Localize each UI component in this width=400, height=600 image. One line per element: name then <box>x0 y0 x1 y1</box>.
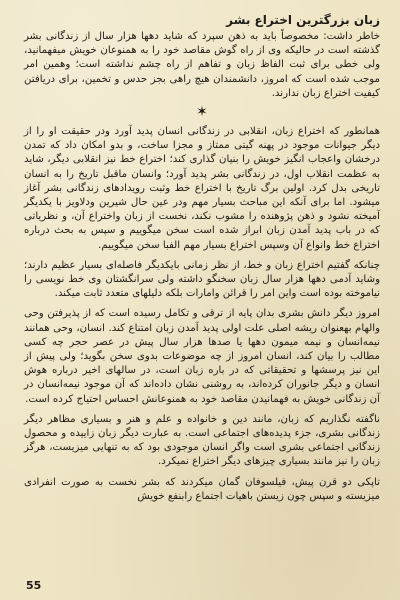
page-title: زبان بزرگترین اختراع بشر <box>226 13 380 27</box>
paragraph-3: چنانکه گفتیم اختراع زبان و خط، از نظر زمانی بایکدیگر فاصله‌ای بسیار عظیم دارند؛ وشاید آدمی دهها هزار سال زبان سخنگو داشته ولی سرانگشتان وی خط نویسی را نیاموخته بوده است واین امر را قرائن وامارات بلکه دلیلهای متعدد ثابت میکند. <box>24 259 380 300</box>
page-number: 55 <box>26 579 42 592</box>
paragraph-4: امروز دیگر دانش بشری بدان پایه از ترقی و تکامل رسیده است که از پذیرفتن وحی والهام بهعنوان ریشه اصلی علت اولی پدید آمدن زبان امتناع کند. انسان، وحی همانند نیمه‌انسان و نیمه میمون دهها یا صدها هزار سال پیش در عصر حجر چه کسی مطالب را بیان کند، انسان امروز از چه موضوعات بدوی سخن بگوید؛ ولی پیش از این نیز پرسشها و تحقیقاتی که در باره زبان است، در سالهای اخیر درباره هوش انسان و دیگر جانوران کرده‌اند، به روشنی نشان داده‌اند که آن موجود نیمه‌انسان در آن زندگانی خویش به فهمانیدن مقاصد خود به همنوعانش احساس احتیاج کرده است. <box>24 308 380 405</box>
paragraph-2: همانطور که اختراع زبان، انقلابی در زندگانی انسان پدید آورد ودر حقیقت او را از دیگر جیوانات موجود در پهنه گیتی ممتاز و مجزا ساخت، و بدو امکان داد که تمدن درخشان واعجاب انگیز خویش را بنیان گذاری کند؛ اختراع خط نیز انقلابی دیگر، شاید به عظمت انقلاب اول، در زندگانی بشر پدید آورد؛ وانسان ماقبل تاریخ را به انسان تاریخی بدل کرد. اولین برگ تاریخ با اختراع خط وثبت رویدادهای زندگانی بشر آغاز میشود. اما برای آنکه این مباحث بسیار مهم ودر عین حال شیرین ودلاویز با یکدیگر آمیخته نشود و ذهن پژوهنده را مشوب نکند، نخست از زبان واختراع آن، و نظریاتی که در باب پدید آمدن زبان ابراز شده است سخن میگوییم و سپس به بحث درباره اختراع خط وانواع آن وسپس اختراع بسیار مهم الفبا سخن میگوییم. <box>24 126 380 251</box>
paragraph-1: خاطر داشت: مخصوصاً باید به ذهن سپرد که شاید دهها هزار سال از زندگانی بشر گذشته است در حالیکه وی از راه گوش مقاصد خود را به همنوعان خویش میفهمانید، ولی خطی برای ثبت الفاظ زبان و تفاهم از راه چشم نداشته است؛ وهمین امر موجب شده است که امروز، دانشمندان هیچ راهی بجز حدس و تخمین، برای دریافتن کیفیت اختراع زبان ندارند. <box>24 31 380 99</box>
star-divider-icon: ✶ <box>196 104 208 121</box>
paragraph-5: ناگفته نگذاریم که زبان، مانند دین و خانواده و علم و هنر و بسیاری مظاهر دیگر زندگانی بشری، جزء پدیده‌های اجتماعی است. به عبارت دیگر زبان زاییده و محصول زندگانی اجتماعی بشری است واگر انسان موجودی بود که به تنهایی میزیست، هرگز زبان را نیز مانند بسیاری چیزهای دیگر اختراع نمیکرد. <box>24 413 380 468</box>
paragraph-6: تاپکی دو قرن پیش، فیلسوفان گمان میکردند که بشر نخست به صورت انفرادی میزیسته و سپس چون زیستن باهیات اجتماع رابنفع خویش <box>24 476 380 502</box>
